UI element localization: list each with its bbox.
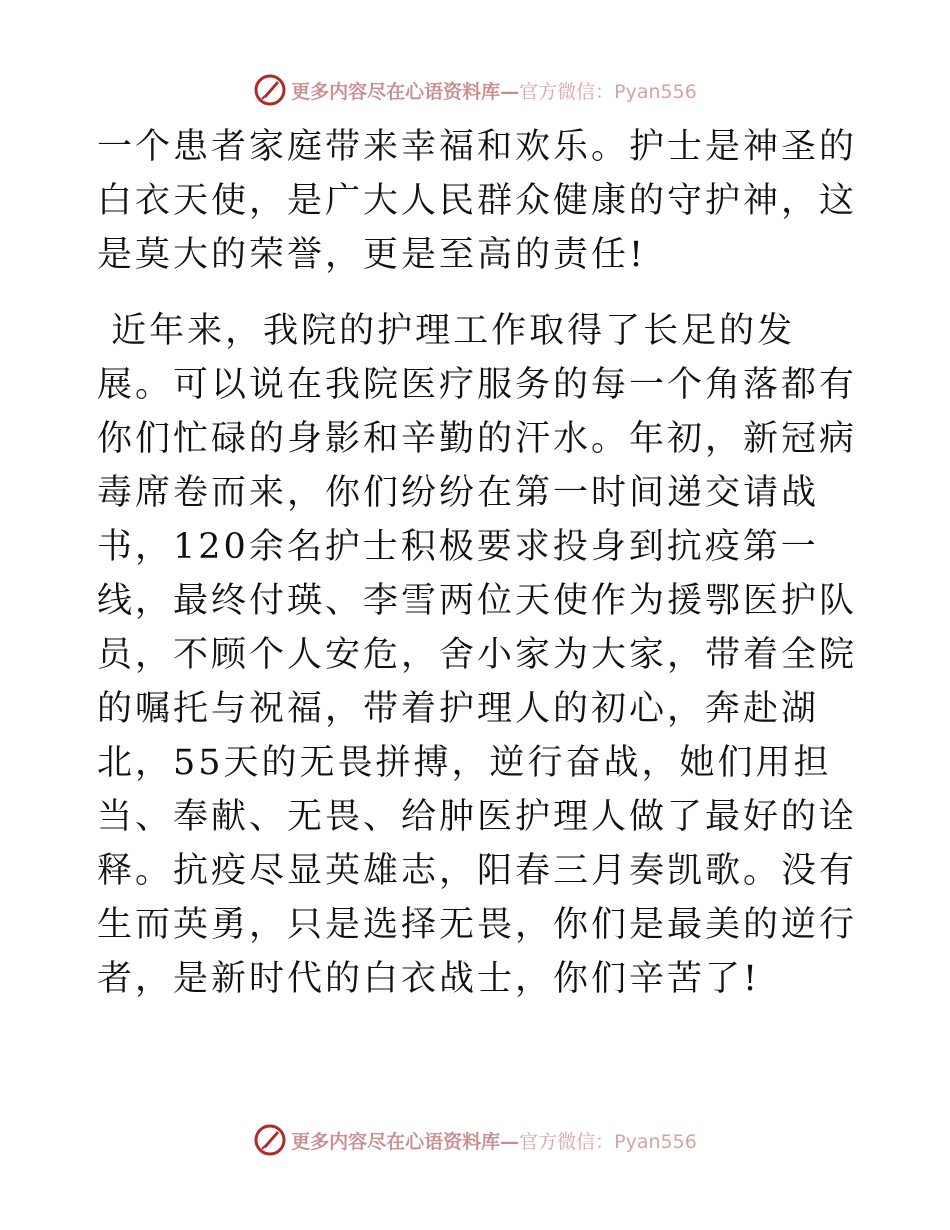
footer-wechat-text: 官方微信：Pyan556 — [519, 1130, 697, 1153]
header-wechat-text: 官方微信：Pyan556 — [519, 80, 697, 103]
document-body — [97, 120, 857, 1006]
paragraph-1: 一个患者家庭带来幸福和欢乐。护士是神圣的白衣天使，是广大人民群众健康的守护神，这是莫大的荣誉，更是至高的责任! — [97, 127, 858, 275]
quill-logo-icon — [253, 1123, 287, 1157]
header-watermark — [0, 70, 950, 110]
quill-logo-icon — [253, 73, 287, 107]
paragraph-2: 近年来，我院的护理工作取得了长足的发展。可以说在我院医疗服务的每一个角落都有你们忙碌的身影和辛勤的汗水。年初，新冠病毒席卷而来，你们纷纷在第一时间递交请战书，120余名护士积极要求投身到抗疫第一线，最终付瑛、李雪两位天使作为援鄂医护队员，不顾个人安危，舍小家为大家，带着全院的嘱托与祝福，带着护理人的初心，奔赴湖北，55天的无畏拼搏，逆行奋战，她们用担当、奉献、无畏、给肿医护理人做了最好的诠释。抗疫尽显英雄志，阳春三月奏凯歌。没有生而英勇，只是选择无畏，你们是最美的逆行者，是新时代的白衣战士，你们辛苦了! — [97, 311, 858, 999]
footer-site-text: 更多内容尽在心语资料库— — [291, 1130, 520, 1153]
header-site-text: 更多内容尽在心语资料库— — [291, 80, 520, 103]
footer-watermark — [0, 1120, 950, 1160]
